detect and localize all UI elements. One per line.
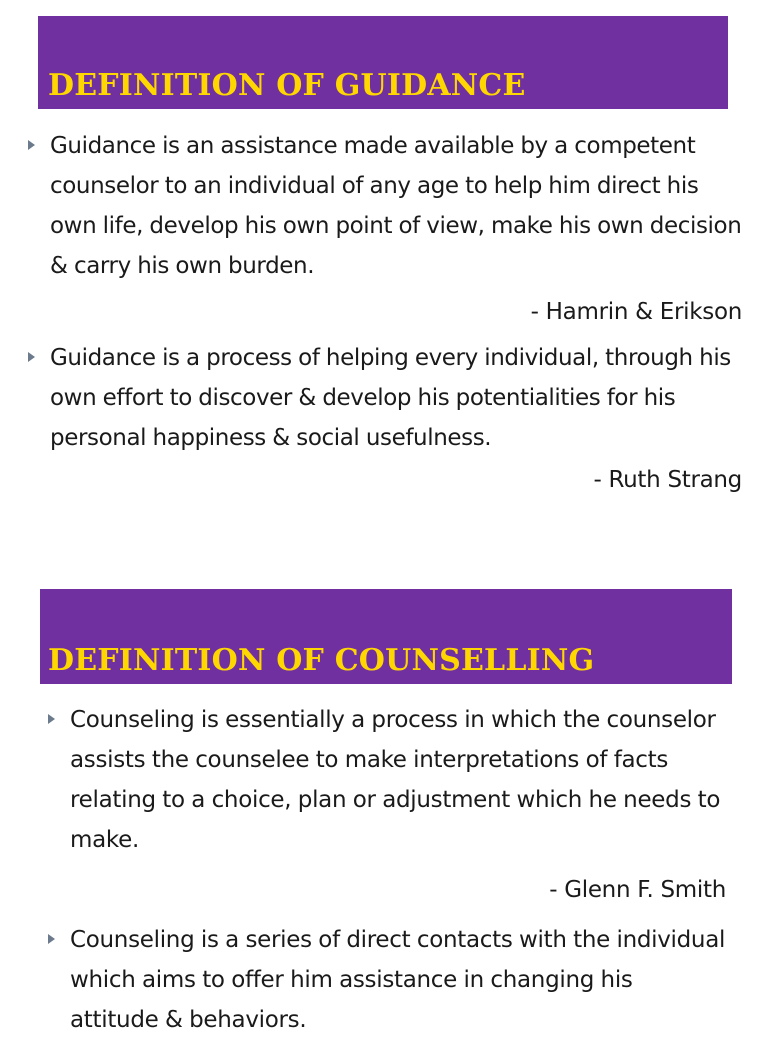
triangle-right-bullet-icon bbox=[28, 140, 35, 150]
bullet-list bbox=[46, 700, 726, 1040]
bullet-list bbox=[26, 126, 742, 500]
triangle-right-bullet-icon bbox=[48, 934, 55, 944]
attribution: - Hamrin & Erikson bbox=[530, 299, 742, 325]
bullet-item bbox=[46, 700, 726, 910]
bullet-text: Counseling is essentially a process in which the counselor assists the counselee to make interpretations of facts relating to a choice, plan or adjustment which he needs to make. bbox=[70, 707, 721, 853]
bullet-text: Guidance is an assistance made available by a competent counselor to an individual of any age to help him direct his own life, develop his own point of view, make his own decision & carry his own burden. bbox=[50, 133, 742, 279]
bullet-item bbox=[26, 126, 742, 332]
slide-title: DEFINITION OF COUNSELLING bbox=[48, 643, 595, 678]
bullet-text: Guidance is a process of helping every individual, through his own effort to discover & develop his potentialities for his personal happiness & social usefulness. bbox=[50, 345, 731, 451]
bullet-text: Counseling is a series of direct contacts with the individual which aims to offer him assistance in changing his attitude & behaviors. bbox=[70, 927, 726, 1033]
attribution: - Glenn F. Smith bbox=[549, 877, 726, 903]
slide-title: DEFINITION OF GUIDANCE bbox=[48, 68, 526, 103]
slide-counselling bbox=[0, 560, 768, 1033]
attribution: - Ruth Strang bbox=[593, 467, 742, 493]
bullet-item bbox=[26, 338, 742, 500]
triangle-right-bullet-icon bbox=[48, 714, 55, 724]
slide-title-bar bbox=[38, 16, 728, 109]
triangle-right-bullet-icon bbox=[28, 352, 35, 362]
bullet-item bbox=[46, 920, 726, 1040]
slide-title-bar bbox=[40, 589, 732, 684]
